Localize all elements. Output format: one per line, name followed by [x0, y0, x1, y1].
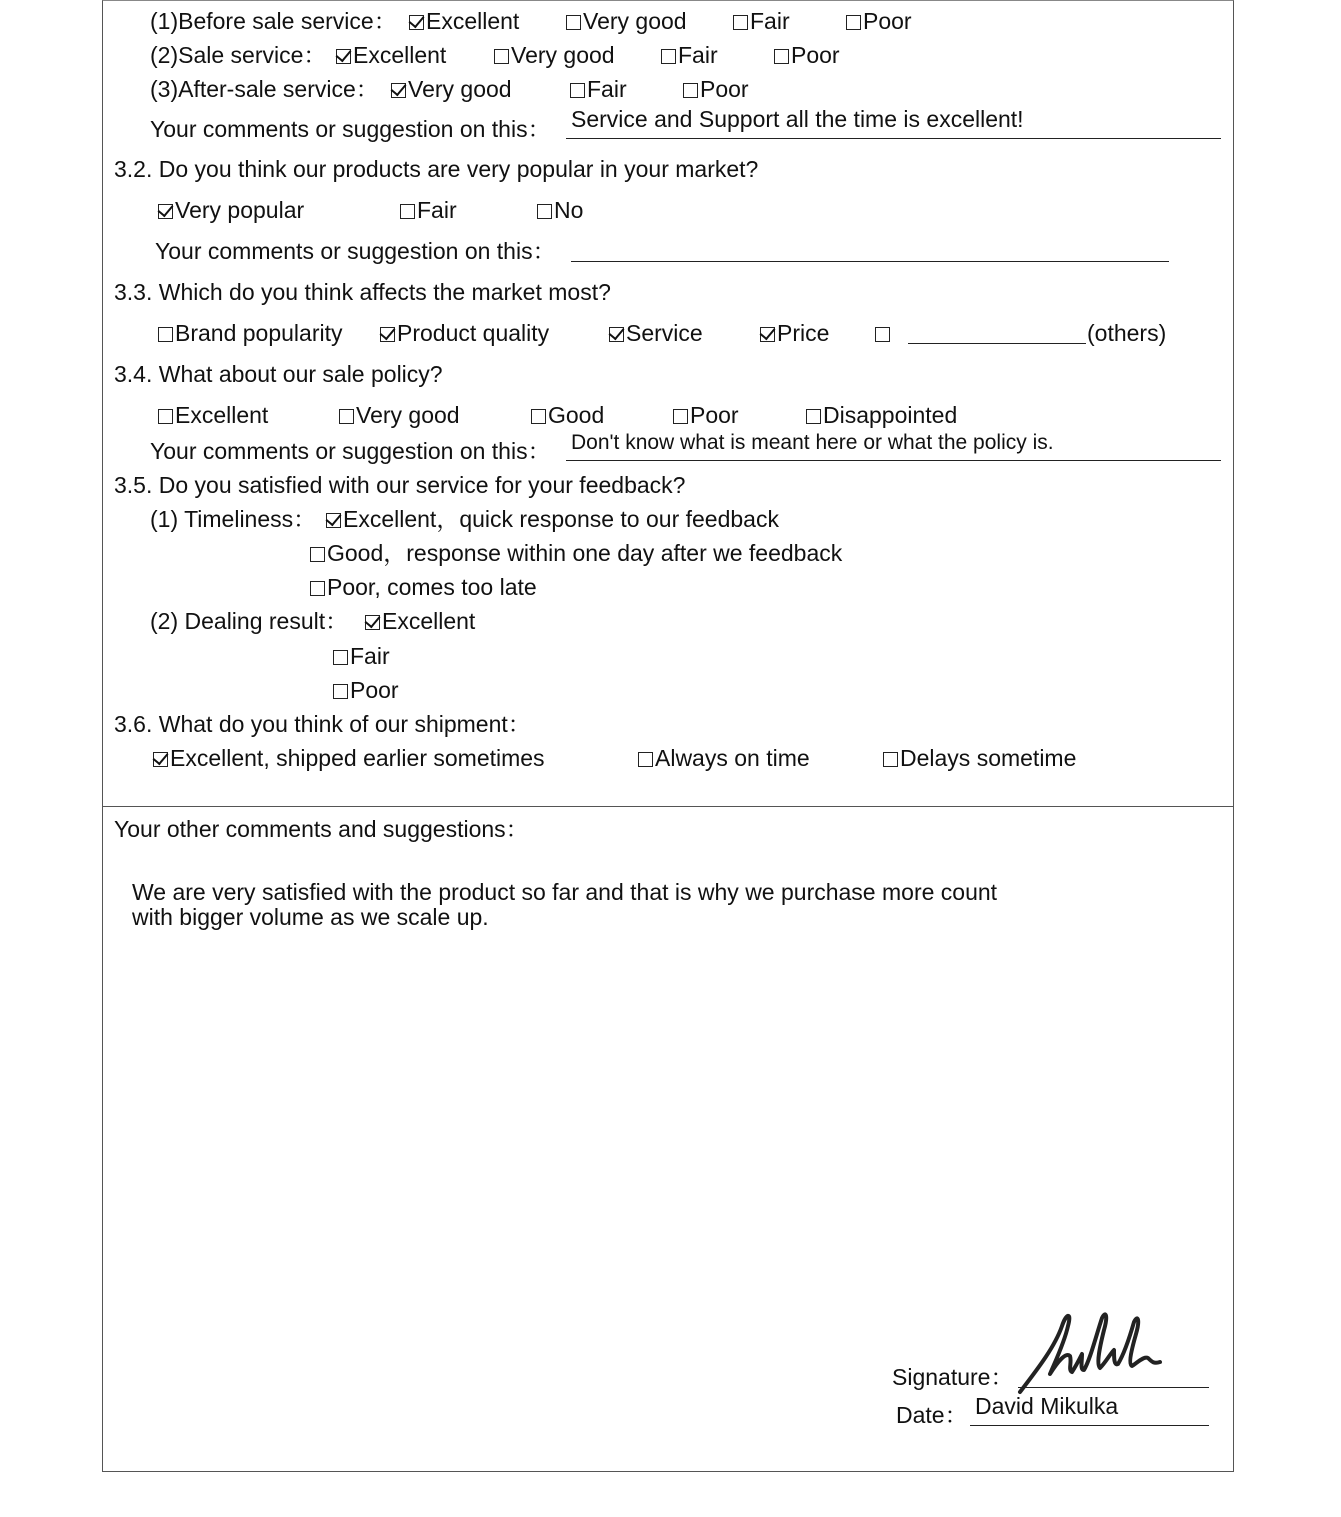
comment-line-3-2 [571, 261, 1169, 262]
comment-label-3-1: Your comments or suggestion on this： [150, 116, 551, 142]
question-3-2: 3.2. Do you think our products are very popular in your market? [114, 156, 759, 182]
checkbox-icon[interactable] [339, 409, 354, 424]
dealing-fair[interactable]: Fair [333, 645, 390, 668]
checkbox-icon[interactable] [566, 15, 581, 30]
checkbox-icon[interactable] [333, 650, 348, 665]
policy-excellent[interactable]: Excellent [158, 404, 268, 427]
policy-good[interactable]: Good [531, 404, 604, 427]
others-suffix: (others) [1087, 320, 1167, 346]
question-3-4: 3.4. What about our sale policy? [114, 361, 443, 387]
after-sale-label: (3)After-sale service： [150, 76, 379, 102]
signature-label: Signature： [892, 1364, 1014, 1390]
checkbox-icon[interactable] [806, 409, 821, 424]
checkbox-icon[interactable] [400, 204, 415, 219]
after-sale-fair[interactable]: Fair [570, 78, 627, 101]
checkbox-icon[interactable] [673, 409, 688, 424]
shipment-excellent[interactable]: Excellent, shipped earlier sometimes [153, 747, 545, 770]
checkbox-icon[interactable] [846, 15, 861, 30]
shipment-delays[interactable]: Delays sometime [883, 747, 1076, 770]
popular-fair[interactable]: Fair [400, 199, 457, 222]
date-value[interactable]: David Mikulka [975, 1393, 1119, 1419]
timeliness-good[interactable]: Good，response within one day after we feedback [310, 542, 842, 565]
before-sale-poor[interactable]: Poor [846, 10, 912, 33]
sale-service-very-good[interactable]: Very good [494, 44, 615, 67]
question-3-3: 3.3. Which do you think affects the market most? [114, 279, 611, 305]
popular-no[interactable]: No [537, 199, 583, 222]
factor-product-quality[interactable]: Product quality [380, 322, 549, 345]
dealing-poor[interactable]: Poor [333, 679, 399, 702]
handwritten-signature-icon[interactable] [1010, 1306, 1170, 1396]
comment-value-3-4[interactable]: Don't know what is meant here or what the policy is. [571, 431, 1054, 454]
sale-service-poor[interactable]: Poor [774, 44, 840, 67]
checkbox-checked-icon[interactable] [336, 49, 351, 64]
checkbox-checked-icon[interactable] [409, 15, 424, 30]
before-sale-excellent[interactable]: Excellent [409, 10, 519, 33]
checkbox-icon[interactable] [875, 327, 890, 342]
policy-disappointed[interactable]: Disappointed [806, 404, 957, 427]
checkbox-checked-icon[interactable] [380, 327, 395, 342]
comment-label-3-2: Your comments or suggestion on this： [155, 238, 556, 264]
before-sale-very-good[interactable]: Very good [566, 10, 687, 33]
date-line [970, 1425, 1209, 1426]
checkbox-icon[interactable] [333, 684, 348, 699]
question-3-5: 3.5. Do you satisfied with our service for your feedback? [114, 472, 686, 498]
after-sale-very-good[interactable]: Very good [391, 78, 512, 101]
sale-service-fair[interactable]: Fair [661, 44, 718, 67]
timeliness-poor[interactable]: Poor, comes too late [310, 576, 537, 599]
signature-line [1018, 1387, 1209, 1388]
comment-line-3-1 [566, 138, 1221, 139]
checkbox-icon[interactable] [158, 327, 173, 342]
checkbox-checked-icon[interactable] [391, 83, 406, 98]
other-comments-label: Your other comments and suggestions： [114, 816, 529, 842]
checkbox-icon[interactable] [310, 581, 325, 596]
comment-line-3-4 [566, 460, 1221, 461]
before-sale-label: (1)Before sale service： [150, 8, 397, 34]
checkbox-checked-icon[interactable] [760, 327, 775, 342]
question-3-6: 3.6. What do you think of our shipment： [114, 711, 531, 737]
comment-value-3-1[interactable]: Service and Support all the time is excellent! [571, 106, 1024, 132]
other-comments-line-2[interactable]: with bigger volume as we scale up. [132, 904, 489, 930]
timeliness-label: (1) Timeliness： [150, 506, 317, 532]
sale-service-label: (2)Sale service： [150, 42, 327, 68]
checkbox-icon[interactable] [638, 752, 653, 767]
checkbox-checked-icon[interactable] [158, 204, 173, 219]
checkbox-icon[interactable] [570, 83, 585, 98]
checkbox-icon[interactable] [774, 49, 789, 64]
policy-poor[interactable]: Poor [673, 404, 739, 427]
sale-service-excellent[interactable]: Excellent [336, 44, 446, 67]
date-label: Date： [896, 1402, 968, 1428]
others-line [908, 343, 1086, 344]
checkbox-icon[interactable] [661, 49, 676, 64]
other-comments-line-1[interactable]: We are very satisfied with the product so far and that is why we purchase more count [132, 879, 998, 905]
factor-price[interactable]: Price [760, 322, 829, 345]
checkbox-checked-icon[interactable] [326, 513, 341, 528]
checkbox-icon[interactable] [158, 409, 173, 424]
shipment-on-time[interactable]: Always on time [638, 747, 810, 770]
popular-very[interactable]: Very popular [158, 199, 304, 222]
before-sale-fair[interactable]: Fair [733, 10, 790, 33]
checkbox-icon[interactable] [494, 49, 509, 64]
checkbox-icon[interactable] [531, 409, 546, 424]
checkbox-checked-icon[interactable] [153, 752, 168, 767]
checkbox-icon[interactable] [883, 752, 898, 767]
checkbox-icon[interactable] [310, 547, 325, 562]
comment-label-3-4: Your comments or suggestion on this： [150, 438, 551, 464]
policy-very-good[interactable]: Very good [339, 404, 460, 427]
factor-brand-popularity[interactable]: Brand popularity [158, 322, 343, 345]
after-sale-poor[interactable]: Poor [683, 78, 749, 101]
section-divider [102, 806, 1234, 807]
checkbox-icon[interactable] [683, 83, 698, 98]
checkbox-icon[interactable] [733, 15, 748, 30]
factor-others[interactable] [875, 322, 892, 345]
checkbox-checked-icon[interactable] [365, 615, 380, 630]
timeliness-excellent[interactable]: Excellent，quick response to our feedback [326, 508, 779, 531]
checkbox-checked-icon[interactable] [609, 327, 624, 342]
checkbox-icon[interactable] [537, 204, 552, 219]
factor-service[interactable]: Service [609, 322, 703, 345]
dealing-label: (2) Dealing result： [150, 608, 349, 634]
dealing-excellent[interactable]: Excellent [365, 610, 475, 633]
